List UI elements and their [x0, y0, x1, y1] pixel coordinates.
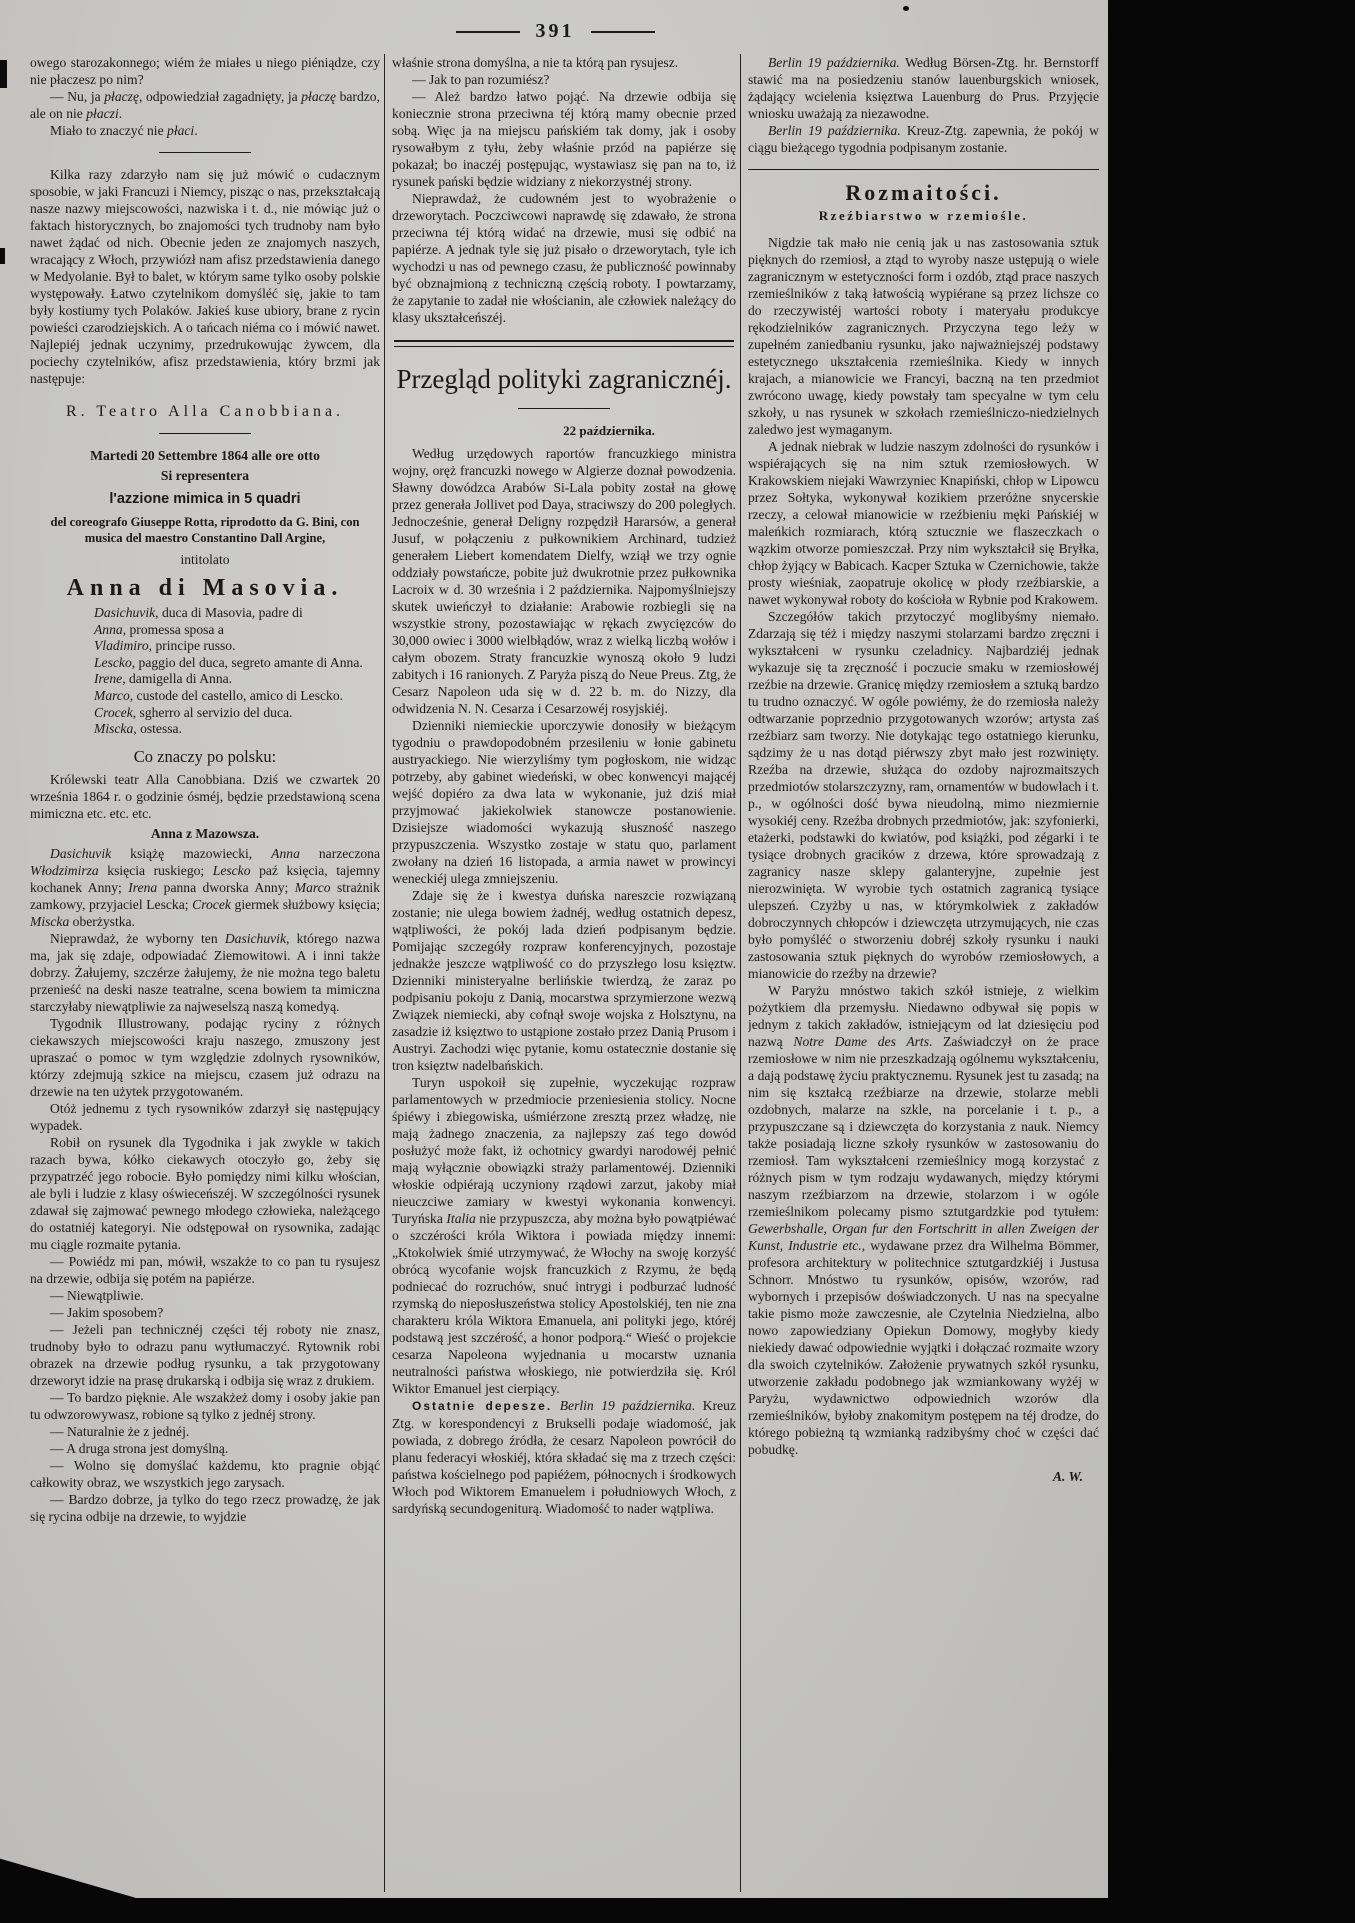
page-header	[0, 20, 1110, 43]
text-block: — Wolno się domyślać każdemu, kto pragnie objąć całkowity obraz, we wszystkich jego zarysach.	[30, 1457, 380, 1490]
text-block: — Jak to pan rozumiész?	[412, 72, 550, 87]
text-block: Lescko, paggio del duca, segreto amante di Anna.	[94, 654, 363, 670]
text-block: Turyn uspokoił się zupełnie, wyczekując rozpraw parlamentowych w przedmiocie przeniesienia stolicy. Nocne śpiéwy i zbiegowiska, uśmiérzone zresztą przez władzę, nie mają żadnego znaczenia, za najlepszy zaś tego dowód posłużyć może fakt, iż ochotnicy gwardyi narodowéj pełnić mają wyłącznie obowiązki straży parlamentowéj. Dzienniki włoskie odpiérają uczyniony rządowi zarzut, jakoby miał nieuczciwe zamiary w kwestyi wykonania konwencyi. Turyńska Italia nie przypuszcza, aby można było powątpiéwać o szczérości króla Wiktora i powiada między innemi: „Ktokolwiek śmié utrzymywać, że Włochy na swoję korzyść obrócą wycofanie wojsk francuzkich z Rzymu, że będą podniecać do rozruchów, snuć intrygi i podburzać ludność rzymską do nieposłuszeństwa stolicy Apostolskiéj, ten nie zna charakteru króla Wiktora Emanuela, ani polityki jego, któréj podstawą jest szczérość, a honor podporą.“ Wieść o projekcie cesarza Napoleona wyjednania u mocarstw uznania neutralności państwa włoskiego, nie potwierdziła się. Król Wiktor Emanuel jest cierpiący.	[392, 1075, 736, 1396]
text-block: intitolato	[180, 552, 230, 567]
text-block: Ostatnie depesze. Berlin 19 października. Kreuz Ztg. w korespondencyi z Brukselli podaje wiadomość, jak powiada, z dobrego źródła, że cesarz Napoleon powrócił do planu federacyi włoskiéj, która składać się ma z trzech części: państwa kościelnego pod papiéżem, północnych i środkowych Włoch pod Wiktorem Emanuelem i południowych Włoch, z sardyńską secundogeniturą. Wiadomość to nader wątpliwa.	[392, 1398, 736, 1516]
separator-rule	[159, 152, 251, 153]
scan-speck	[903, 6, 909, 11]
text-block: — Niewątpliwie.	[50, 1287, 144, 1303]
text-block: Si representera	[160, 468, 250, 483]
text-block: Martedi 20 Settembre 1864 alle ore otto	[90, 448, 320, 463]
text-block: Berlin 19 października. Według Börsen-Ztg. hr. Bernstorff stawić ma na posiedzeniu stanów lauenburgskich wniosek, żądający wcielenia księztwa Lauenburg do Prus. Przyjęcie wniosku uważają za niezawodne.	[748, 55, 1099, 121]
text-block: Anna z Mazowsza.	[150, 825, 260, 841]
text-block: — A druga strona jest domyślną.	[50, 1440, 229, 1456]
text-block: Anna di Masovia.	[66, 575, 344, 601]
text-block: Crocek, sgherro al servizio del duca.	[94, 704, 293, 720]
scan-speck	[0, 248, 5, 264]
section-title: Przegląd polityki zagranicznéj.	[396, 364, 732, 394]
text-block: Nigdzie tak mało nie cenią jak u nas zastosowania sztuk pięknych do rzemiosł, a ztąd to wyroby nasze ustępują o wiele zagranicznym w estetyczności form i ozdób, ztąd prace naszych rzemieślników z taką łatwością wypiérane są przez lichsze co do rzeczywistéj wartości roboty i materyału produkcye rękodzielników zagranicznych. Przyczyna tego leży w zupełném zaniedbaniu rysunku, jako najważniejszéj podstawy estetycznego ukształcenia rzemieślnika. Kiedy w innych krajach, a mianowicie we Francyi, baczną na ten przedmiot zwrócono uwagę, kiedy powstały tam specyalne w tym celu szkoły, u nas rysunek w szkołach rzemieślniczo-niedzielnych zaledwo jest wymaganym.	[748, 235, 1099, 437]
text-block: owego starozakonnego; wiém że miałes u niego piéniądze, czy nie płaczesz po nim?	[30, 55, 380, 87]
text-block: l'azzione mimica in 5 quadri	[109, 491, 301, 507]
column-divider-1	[384, 54, 385, 1892]
text-block: Dasichuvik, duca di Masovia, padre di	[94, 605, 303, 620]
text-block: Dasichuvik książę mazowiecki, Anna narzeczona Włodzimirza księcia ruskiego; Lescko paź księcia, tajemny kochanek Anny; Irena panna dworska Anny; Marco strażnik zamkowy, przyjaciel Lescka; Crocek giermek służbowy księcia; Miscka oberżystka.	[30, 845, 380, 929]
text-block: właśnie strona domyślna, a nie ta którą pan rysujesz.	[392, 55, 679, 70]
text-block: Zdaje się że i kwestya duńska nareszcie rozwiązaną zostanie; nie ulega bowiem żadnéj, według ostatnich depesz, wątpliwości, że pokój lada dzień podpisanym będzie. Pomijając szczegóły rozpraw konferencyjnych, pozostaje jednakże jeszcze wątpliwość co do przyszłego losu księztw. Dzienniki ministeryalne berlińskie twierdzą, że zaraz po podpisaniu pokoju z Danią, mocarstwa sprzymierzone wezwą Związek niemiecki, aby cofnął swoje wojska z Holsztynu, na zasadzie iż księztwo to ustąpione zostało przez Danią Prusom i Austryi. Zachodzi więc pytanie, komu ostatecznie dostanie się tron księztw nadelbańskich.	[392, 888, 736, 1073]
text-block: Szczegółów takich przytoczyć moglibyśmy niemało. Zdarzają się téż i między naszymi stolarzami bardzo zręczni i wykształceni w rysunku czeladnicy. Najbardziéj jednak wykazuje się ta zręczność i poczucie smaku w rzemiosłowéj rzeźbie na drzewie. Granicę między rzemiosłem a sztuką bardzo tu trudno oznaczyć. W ogóle powiémy, że do rzemiosła należy odtwarzanie poprzednio przygotowanych wzorów; artysta zaś rzeźbiarz sam tworzy. Nie dotykając tego ostatniego kierunku, sądzimy że u nas dotąd piérwszy zbyt mało jest rozwinięty. Rzeźba na drzewie, służąca do ozdoby najrozmaitszych przedmiotów stolarszczyzny, ram, ornamentów w budowlach i t. p., w ogólności dość bywa nieudolną, mimo niezmiernie wysokiéj ceny. Rzeźba drobnych przedmiotów, jak: szyfonierki, etażerki, podstawki do kwiatów, pod książki, pod zégarki i te tysiące drobnych gracików z drzewa, które sprowadzają z zagranicy nasze sklepy galanteryjne, zupełnie jest nierozwinięta. W wyrobie tych ostatnich zagranicą tysiące ulepszeń. Czyżby u nas, w którymkolwiek z zakładów dobroczynnych chłopców i dziewczęta utrzymujących, nie czas było pomyśléć o stworzeniu dobréj szkoły rysunku i nauki zastosowania sztuk pięknych do wyrobów rzemiosłowych, a mianowicie do rzeźby na drzewie?	[748, 609, 1099, 981]
text-block: Marco, custode del castello, amico di Lescko.	[94, 687, 344, 703]
text-block: — Ależ bardzo łatwo pojąć. Na drzewie odbija się koniecznie strona przeciwna téj którą mamy obecnie przed sobą. Więc ja na miejscu pańskiém tak domy, jak i osoby rysowałbym z tyłu, żeby właśnie przód na papiérze się pokazał; bo inaczéj postępując, wystawiasz się pan na to, iż rysunek pański będzie widziany z niekorzystnéj strony.	[392, 89, 736, 189]
text-block: — Nu, ja płaczę, odpowiedział zagadnięty, ja płaczę bardzo, ale on nie płaczi.	[30, 89, 380, 121]
text-block: Berlin 19 października. Kreuz-Ztg. zapewnia, że pokój w ciągu bieżącego tygodnia podpisanym zostanie.	[748, 123, 1099, 155]
text-block: Królewski teatr Alla Canobbiana. Dziś we czwartek 20 września 1864 r. o godzinie ósméj, będzie przedstawioną scena mimiczna etc. etc. etc.	[30, 771, 380, 821]
text-block: Miscka, ostessa.	[94, 721, 182, 737]
column-3	[748, 54, 1099, 1900]
text-block: — Powiédz mi pan, mówił, wszakże to co pan tu rysujesz na drzewie, odbija się potém na papiérze.	[30, 1253, 380, 1286]
header-rule-left	[456, 31, 520, 33]
text-block: R. Teatro Alla Canobbiana.	[65, 403, 345, 420]
header-rule-right	[591, 31, 655, 33]
text-block: — Jakim sposobem?	[50, 1304, 164, 1320]
text-block: Nieprawdaż, że cudowném jest to wyobrażenie o drzeworytach. Poczciwcowi naprawdę się zdawało, że strona przeciwna téj którą widać na drzewie, musi się odbić na papiérze. A jednak tyle się już pisało o drzeworytach, tyle ich wychodzi u nas od pewnego czasu, że publiczność powinnaby być obznajmioną z techniczną częścią roboty. I powtarzamy, że zapytanie to zadał nie włościanin, ale człowiek należący do klasy ukształceńszéj.	[392, 191, 736, 325]
text-block: 22 października.	[563, 423, 655, 438]
separator-rule	[748, 169, 1099, 170]
text-block: — To bardzo pięknie. Ale wszakżeż domy i osoby jakie pan tu odwzorowywasz, robione są tylko z jednéj strony.	[30, 1389, 380, 1422]
scan-border-bottom	[0, 1898, 1355, 1923]
text-block: Miało to znaczyć nie płaci.	[50, 123, 198, 138]
scan-speck	[0, 60, 7, 88]
column-2	[392, 54, 736, 1900]
scan-border-right	[1108, 0, 1355, 1923]
text-block: Otóż jednemu z tych rysowników zdarzył się następujący wypadek.	[30, 1100, 380, 1133]
text-block: Robił on rysunek dla Tygodnika i jak zwykle w takich razach bywa, kółko ciekawych otoczyło go, żeby się przypatrzéć jego robocie. Było pomiędzy nimi kilku włościan, ale byli i ludzie z klasy oświeceńszéj. W szczególności rysunek zdawał się zajmować pewnego młodego człowieka, należącego do ostatniéj kategoryi. Nie odstępował on rysownika, zadając mu ciągle rozmaite pytania.	[30, 1134, 380, 1252]
text-block: W Paryżu mnóstwo takich szkół istnieje, z wielkim pożytkiem dla przemysłu. Niedawno odbywał się popis w jednym z takich zakładów, istniejącym od lat dziesięciu pod nazwą Notre Dame des Arts. Zaświadczył on że prace rzemiosłowe w nim nie przeszkadzają ogólnemu wykształceniu, a dają podstawę życiu praktycznemu. Rysunek jest tu zasadą; na nim się kształcą rzeźbiarze na drzewie, stolarze mebli ozdobnych, malarze na szkle, na porcelanie i t. p., a przypuszczane są i dziewczęta do korzystania z nauk. Niemcy także posiadają liczne szkoły rysunków w zastosowaniu do rzemiosł. Tam wykształceni rzemieślnicy mogą korzystać z różnych pism w tym rodzaju wydawanych, między którymi naszym rzeźbiarzom na drzewie, stolarzom i w ogóle rzemieślnikom polecamy pismo sztutgardzkie pod tytułem: Gewerbshalle, Organ fur den Fortschritt in allen Zweigen der Kunst, Industrie etc., wydawane przez dra Wilhelma Bömmer, profesora architektury w politechnice sztutgardzkiéj i Justusa Schnorr. Mnóstwo tu rysunków, opisów, wzorów, rad wybornych i przepisów doświadczonych. U nas na specyalne takie pismo może zawczesnie, ale Czytelnia Niedzielna, albo nowo zapowiedziany Opiekun Domowy, mogłyby kiedy niekiedy dawać odpowiednie wyjątki i dołączać rozmaite wzory dla swoich czytelników. Założenie prywatnych szkół rysunku, utworzenie zakładu podobnego jak wzmiankowany wyżéj w Paryżu, wydawnictwo odpowiednich wzorów dla rzemieślników, byłoby znakomitym postępem na téj drodze, do którego pobieżną tą wzmianką radzibyśmy choć w części dać pobudkę.	[748, 983, 1099, 1457]
text-block: A. W.	[1052, 1469, 1083, 1484]
separator-rule	[394, 340, 734, 347]
text-block: Irene, damigella di Anna.	[94, 671, 233, 687]
text-block: — Bardzo dobrze, ja tylko do tego rzecz prowadzę, że jak się rycina odbije na drzewie, to wyjdzie	[30, 1491, 380, 1524]
text-block: A jednak niebrak w ludzie naszym zdolności do rysunków i wspiérających się na nim sztuk rzemiosłowych. W Krakowskiem niejaki Wawrzyniec Knapiński, chłop w Lipowcu przez Sołtyka, wykonywał kozikiem przeróżne snycerskie rzeczy, a celował mianowicie w rzeźbieniu męki Pańskiéj w maleńkich rozmiarach, którą sztucznie we flaszeczkach o wązkim otworze pomieszczał. Przy nim wykształcił się Bryłka, chłop żyjący w Babicach. Kacper Sztuka w Czernichowie, także prosty wieśniak, zaopatruje okolicę w płody rzeźbiarskie, a nawet wykonywał roboty do kościoła w Rybnie pod Krakowem.	[748, 439, 1099, 607]
text-block: Rzeźbiarstwo w rzemiośle.	[818, 208, 1029, 223]
text-block: Co znaczy po polsku:	[133, 746, 277, 766]
text-block: Dzienniki niemieckie uporczywie donosiły w bieżącym tygodniu o prawdopodobném przesileniu w łonie gabinetu austryackiego. Nie wierzyliśmy tym pogłoskom, nie widząc potrzeby, aby gabinet wiedeński, w obec konwencyi mającéj wejść dopiéro za dwa lata w wykonanie, już dziś miał przyjmować jakiekolwiek stanowcze postanowienie. Dzisiejsze wiadomości wykazują słuszność naszego przypuszczenia. Wszystko zostaje w statu quo, parlament zwołany na dzień 16 listopada, a armia nawet w prowincyi weneckiéj ulega zmniejszeniu.	[392, 718, 736, 886]
text-block: Kilka razy zdarzyło nam się już mówić o cudacznym sposobie, w jaki Francuzi i Niemcy, pisząc o nas, przekształcają nasze nazwy miejscowości, nazwiska i t. d., nie mówiąc już o faktach historycznych, bo znajomości tych trudnoby nam było nawet żądać od nich. Obecnie jeden ze znajomych naszych, wracający z Włoch, przywiózł nam afisz przedstawienia danego w Medyolanie. Był to balet, w którym same tylko osoby polskie występowały. Łatwo czytelnikom domyśléć się, jakie to tam były kostiumy tych Polaków. Jakieś kuse ubiory, brane z rycin powieści czarodziejskich. A o tańcach niéma co i mówić nawet. Najlepiéj jednak uczynimy, przedrukowując żywcem, dla pociechy czytelników, afisz przedstawienia, który brzmi jak następuje:	[30, 167, 380, 386]
page-number: 391	[535, 20, 575, 42]
column-1	[30, 54, 380, 1900]
text-block: Vladimiro, principe russo.	[94, 638, 236, 654]
text-block: — Jeżeli pan technicznéj części téj roboty nie znasz, trudnoby było to odrazu panu wytłumaczyć. Rytownik robi obrazek na drzewie podług rysunku, a tak przygotowany drzeworyt idzie na prasę drukarską i odbija się wraz z drukiem.	[30, 1321, 380, 1388]
separator-rule	[159, 433, 251, 434]
text-block: Anna, promessa sposa a	[94, 621, 224, 637]
column-divider-2	[740, 54, 741, 1892]
text-block: — Naturalnie że z jednéj.	[50, 1423, 190, 1439]
section-title: Rozmaitości.	[845, 180, 1002, 205]
text-block: Tygodnik Illustrowany, podając ryciny z różnych ciekawszych miejscowości kraju naszego, zmuszony jest upraszać o pomoc w tym względzie zdolnych rysowników, którzy zdejmują szkice na miejscu, czasem już odrazu na drzewie na ten użytek przygotowaném.	[30, 1015, 380, 1099]
separator-rule	[518, 408, 610, 409]
text-block: Nieprawdaż, że wyborny ten Dasichuvik, którego nazwa ma, jak się zdaje, odpowiadać Ziemowitowi. A i inni także dobrzy. Żałujemy, szczérze żałujemy, że nie można tego baletu przenieść na deski nasze teatralne, scena bowiem ta mimiczna starczyłaby niewątpliwie za najweselszą naszą komedyą.	[30, 930, 380, 1014]
text-block: Według urzędowych raportów francuzkiego ministra wojny, oręż francuzki nowego w Algierze doznał powodzenia. Sławny dowódzca Arabów Si-Lala pobity został na głowę przez generała Jollivet pod Daya, straciwszy do 200 poległych. Jednocześnie, generał Deligny rozpędził Hararsów, a generał Jusuf, w połączeniu z pułkownikiem Archinard, tudzież generałem Liebert komendatem Dielfy, wziął we trzy ognie oddziały powstańcze, pobite już dwukrotnie przez pułkownika Lacroix w d. 30 września i 2 października. Najpomyślniejszy skutek uwieńczył to działanie: Arabowie rozbiegli się na wszystkie strony, pozostawiając w rękach zwycięzców do 30,000 owiec i 3000 wielbłądów, wraz z wielką liczbą wołów i całym obozem. Straty francuzkie wynoszą około 9 ludzi zabitych i 16 ranionych. Z Paryża piszą do Neue Preus. Ztg, że Cesarz Napoleon uda się w d. 22 b. m. do Nizzy, dla odwidzenia N. N. Cesarza i Cesarzowéj rosyjskiéj.	[392, 446, 736, 716]
text-block: del coreografo Giuseppe Rotta, riprodotto da G. Bini, con musica del maestro Constantino Dall Argine,	[50, 515, 360, 545]
